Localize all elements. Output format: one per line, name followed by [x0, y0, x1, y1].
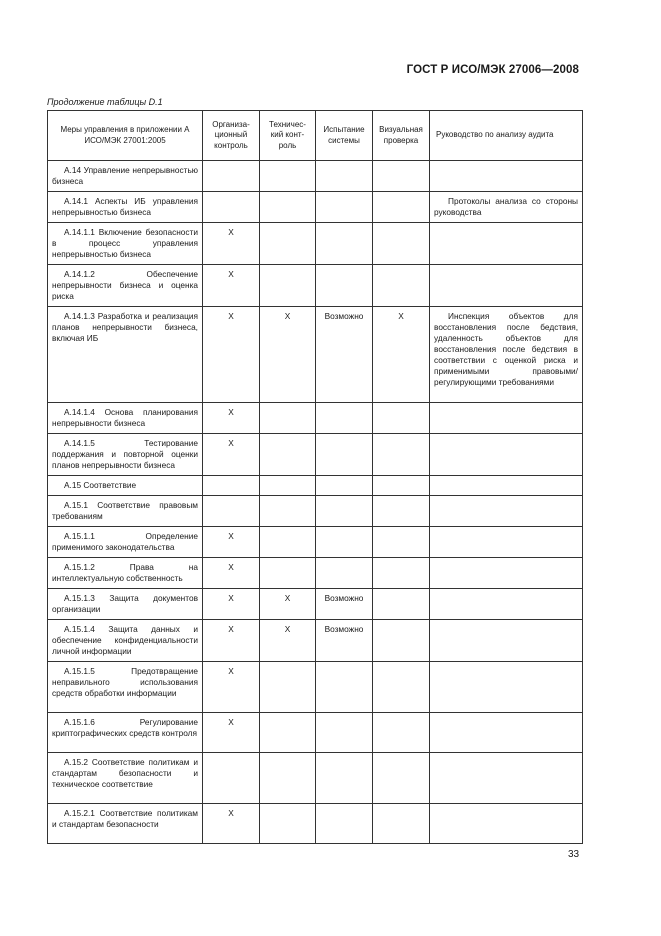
- cell-org-control: X: [203, 307, 260, 403]
- table-row: [48, 753, 583, 804]
- cell-visual-check: [373, 434, 430, 476]
- table-row: [48, 713, 583, 753]
- cell-visual-check: [373, 192, 430, 223]
- cell-org-control: X: [203, 620, 260, 662]
- cell-visual-check: [373, 804, 430, 844]
- cell-measure: A.14.1 Аспекты ИБ управления непрерывностью бизнеса: [48, 192, 203, 223]
- cell-tech-control: X: [260, 620, 316, 662]
- cell-measure: A.15.1.5 Предотвращение неправильного использования средств обработки информации: [48, 662, 203, 713]
- cell-audit-guide: [430, 558, 583, 589]
- cell-measure: A.15.1.3 Защита документов организации: [48, 589, 203, 620]
- cell-audit-guide: [430, 434, 583, 476]
- cell-visual-check: [373, 527, 430, 558]
- cell-visual-check: [373, 161, 430, 192]
- cell-audit-guide: [430, 265, 583, 307]
- cell-system-test: [316, 476, 373, 496]
- column-header-org: Организа-ционный контроль: [203, 111, 260, 161]
- table-row: [48, 476, 583, 496]
- cell-tech-control: [260, 527, 316, 558]
- cell-audit-guide: [430, 476, 583, 496]
- cell-system-test: Возможно: [316, 589, 373, 620]
- cell-measure: A.15 Соответствие: [48, 476, 203, 496]
- cell-audit-guide: Протоколы анализа со стороны руководства: [430, 192, 583, 223]
- cell-tech-control: [260, 662, 316, 713]
- cell-system-test: [316, 403, 373, 434]
- table-row: [48, 804, 583, 844]
- cell-system-test: [316, 161, 373, 192]
- cell-system-test: [316, 558, 373, 589]
- table-row: [48, 527, 583, 558]
- cell-measure: A.15.2 Соответствие политикам и стандартам безопасности и техническое соответствие: [48, 753, 203, 804]
- cell-audit-guide: [430, 620, 583, 662]
- table-row: [48, 589, 583, 620]
- table-header-row: [48, 111, 583, 161]
- cell-system-test: Возможно: [316, 307, 373, 403]
- table-row: [48, 403, 583, 434]
- controls-audit-table: [47, 110, 583, 844]
- cell-visual-check: [373, 403, 430, 434]
- cell-system-test: [316, 434, 373, 476]
- cell-measure: A.15.1.4 Защита данных и обеспечение конфиденциальности личной информации: [48, 620, 203, 662]
- cell-org-control: [203, 476, 260, 496]
- cell-audit-guide: [430, 662, 583, 713]
- cell-tech-control: [260, 804, 316, 844]
- cell-audit-guide: [430, 713, 583, 753]
- cell-tech-control: [260, 476, 316, 496]
- cell-org-control: X: [203, 713, 260, 753]
- table-continuation-caption: Продолжение таблицы D.1: [47, 97, 163, 107]
- cell-org-control: X: [203, 527, 260, 558]
- cell-audit-guide: [430, 527, 583, 558]
- cell-measure: A.15.2.1 Соответствие политикам и стандартам безопасности: [48, 804, 203, 844]
- cell-measure: A.15.1.6 Регулирование криптографических средств контроля: [48, 713, 203, 753]
- cell-visual-check: [373, 496, 430, 527]
- cell-system-test: [316, 223, 373, 265]
- cell-audit-guide: Инспекция объектов для восстановления после бедствия, удаленность объектов для восстановления после бедствия в соответствии с оценкой риска и применимыми правовыми/регулирующими требованиями: [430, 307, 583, 403]
- cell-system-test: [316, 496, 373, 527]
- cell-tech-control: [260, 434, 316, 476]
- cell-audit-guide: [430, 161, 583, 192]
- cell-measure: A.14.1.4 Основа планирования непрерывности бизнеса: [48, 403, 203, 434]
- cell-org-control: X: [203, 265, 260, 307]
- cell-org-control: [203, 753, 260, 804]
- cell-visual-check: [373, 713, 430, 753]
- cell-measure: A.14 Управление непрерывностью бизнеса: [48, 161, 203, 192]
- column-header-measure: Меры управления в приложении A ИСО/МЭК 27001:2005: [48, 111, 203, 161]
- cell-visual-check: [373, 223, 430, 265]
- cell-measure: A.14.1.3 Разработка и реализация планов непрерывности бизнеса, включая ИБ: [48, 307, 203, 403]
- cell-tech-control: [260, 192, 316, 223]
- table-row: [48, 307, 583, 403]
- cell-tech-control: X: [260, 307, 316, 403]
- cell-org-control: X: [203, 223, 260, 265]
- cell-system-test: [316, 265, 373, 307]
- cell-system-test: [316, 662, 373, 713]
- cell-org-control: X: [203, 403, 260, 434]
- cell-org-control: X: [203, 434, 260, 476]
- cell-measure: A.15.1 Соответствие правовым требованиям: [48, 496, 203, 527]
- table-row: [48, 434, 583, 476]
- cell-visual-check: [373, 753, 430, 804]
- cell-system-test: [316, 713, 373, 753]
- cell-tech-control: [260, 713, 316, 753]
- cell-org-control: [203, 161, 260, 192]
- table-row: [48, 223, 583, 265]
- cell-measure: A.15.1.2 Права на интеллектуальную собственность: [48, 558, 203, 589]
- cell-measure: A.15.1.1 Определение применимого законодательства: [48, 527, 203, 558]
- cell-visual-check: [373, 265, 430, 307]
- cell-audit-guide: [430, 403, 583, 434]
- document-header: ГОСТ Р ИСО/МЭК 27006—2008: [406, 64, 579, 76]
- cell-visual-check: [373, 476, 430, 496]
- column-header-tech: Техничес-кий конт-роль: [260, 111, 316, 161]
- cell-audit-guide: [430, 496, 583, 527]
- table-row: [48, 620, 583, 662]
- table-row: [48, 662, 583, 713]
- cell-tech-control: [260, 161, 316, 192]
- table-row: [48, 192, 583, 223]
- column-header-visual: Визуальная проверка: [373, 111, 430, 161]
- cell-org-control: X: [203, 662, 260, 713]
- column-header-test: Испытание системы: [316, 111, 373, 161]
- cell-tech-control: [260, 265, 316, 307]
- cell-visual-check: X: [373, 307, 430, 403]
- cell-measure: A.14.1.2 Обеспечение непрерывности бизнеса и оценка риска: [48, 265, 203, 307]
- cell-system-test: [316, 753, 373, 804]
- cell-measure: A.14.1.5 Тестирование поддержания и повторной оценки планов непрерывности бизнеса: [48, 434, 203, 476]
- cell-system-test: [316, 192, 373, 223]
- table-row: [48, 161, 583, 192]
- cell-tech-control: [260, 496, 316, 527]
- cell-tech-control: [260, 403, 316, 434]
- column-header-guide: Руководство по анализу аудита: [430, 111, 583, 161]
- table-row: [48, 265, 583, 307]
- cell-tech-control: [260, 558, 316, 589]
- cell-system-test: [316, 527, 373, 558]
- cell-visual-check: [373, 662, 430, 713]
- cell-system-test: Возможно: [316, 620, 373, 662]
- cell-tech-control: [260, 223, 316, 265]
- cell-audit-guide: [430, 589, 583, 620]
- cell-system-test: [316, 804, 373, 844]
- cell-visual-check: [373, 558, 430, 589]
- cell-org-control: X: [203, 558, 260, 589]
- table-row: [48, 558, 583, 589]
- cell-org-control: [203, 192, 260, 223]
- cell-visual-check: [373, 589, 430, 620]
- cell-visual-check: [373, 620, 430, 662]
- table-row: [48, 496, 583, 527]
- cell-audit-guide: [430, 223, 583, 265]
- cell-org-control: X: [203, 589, 260, 620]
- cell-measure: A.14.1.1 Включение безопасности в процесс управления непрерывностью бизнеса: [48, 223, 203, 265]
- cell-org-control: [203, 496, 260, 527]
- page-number: 33: [568, 849, 580, 860]
- cell-audit-guide: [430, 804, 583, 844]
- cell-audit-guide: [430, 753, 583, 804]
- cell-tech-control: [260, 753, 316, 804]
- cell-tech-control: X: [260, 589, 316, 620]
- cell-org-control: X: [203, 804, 260, 844]
